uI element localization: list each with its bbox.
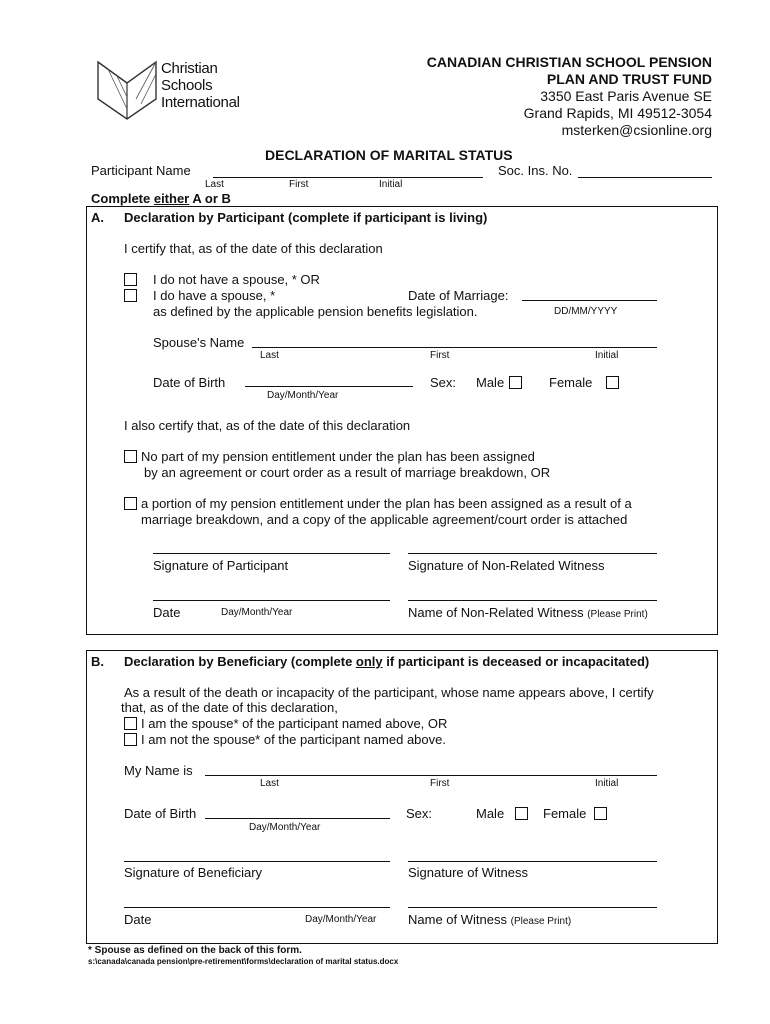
participant-sub-initial: Initial [379,179,403,190]
nonrelated-witness-name-field[interactable] [408,600,657,601]
section-a-letter: A. [91,210,104,225]
witness-name-field[interactable] [408,907,657,908]
complete-instruction [91,191,231,206]
logo-line2: Schools [161,77,213,94]
not-spouse-label: I am not the spouse* of the participant named above. [141,732,446,747]
footnote: * Spouse as defined on the back of this form. [88,945,302,956]
spouse-male-label: Male [476,375,505,390]
beneficiary-sub-initial: Initial [595,778,619,789]
spouse-male-checkbox[interactable] [509,376,522,389]
section-a-date-label: Date [153,605,181,620]
contact-email: msterken@csionline.org [561,122,712,138]
section-b-heading [124,654,649,669]
beneficiary-sub-last: Last [260,778,279,789]
section-b-heading-only: only [355,654,383,669]
section-b-date-format: Day/Month/Year [305,914,377,925]
org-name-line1: CANADIAN CHRISTIAN SCHOOL PENSION [426,54,712,70]
section-b-letter: B. [91,654,104,669]
section-b-text-line2: that, as of the date of this declaration, [121,700,338,715]
org-name-line2: PLAN AND TRUST FUND [546,71,712,87]
not-spouse-checkbox[interactable] [124,733,137,746]
witness-name-label [408,912,571,927]
section-b-text-line1: As a result of the death or incapacity of the participant, whose name appears above, I certify [124,685,654,700]
section-a-certify2: I also certify that, as of the date of this declaration [124,418,411,433]
beneficiary-dob-label: Date of Birth [124,806,197,821]
witness-signature-field[interactable] [408,861,657,862]
spouse-name-label: Spouse's Name [153,335,245,350]
nonrelated-witness-name-label [408,605,648,620]
beneficiary-sex-label: Sex: [406,806,433,821]
is-spouse-label: I am the spouse* of the participant named above, OR [141,716,448,731]
partial-assignment-line1: a portion of my pension entitlement under the plan has been assigned as a result of a [141,496,632,511]
spouse-dob-field[interactable] [245,386,413,387]
section-a-date-format: Day/Month/Year [221,607,293,618]
logo-line3: International [161,94,240,111]
spouse-dob-format: Day/Month/Year [267,390,339,401]
spouse-sex-label: Sex: [430,375,457,390]
marriage-date-format: DD/MM/YYYY [554,306,618,317]
section-b-date-label: Date [124,912,152,927]
complete-either: either [153,191,190,206]
spouse-sub-initial: Initial [595,350,619,361]
participant-name-label: Participant Name [91,163,191,178]
section-a-heading: Declaration by Participant (complete if participant is living) [124,210,488,225]
participant-sub-first: First [289,179,309,190]
beneficiary-dob-format: Day/Month/Year [249,822,321,833]
section-b-heading-pre: Declaration by Beneficiary (complete [124,654,356,669]
my-name-label: My Name is [124,763,193,778]
as-defined-text: as defined by the applicable pension benefits legislation. [153,304,478,319]
logo-line1: Christian [161,60,218,77]
nonrelated-witness-signature-label: Signature of Non-Related Witness [408,558,605,573]
no-assignment-line1: No part of my pension entitlement under the plan has been assigned [141,449,535,464]
beneficiary-name-field[interactable] [205,775,657,776]
participant-sub-last: Last [205,179,224,190]
beneficiary-female-label: Female [543,806,587,821]
address-line2: Grand Rapids, MI 49512-3054 [523,105,712,121]
beneficiary-dob-field[interactable] [205,818,390,819]
have-spouse-checkbox[interactable] [124,289,137,302]
csi-logo-mark [96,59,158,121]
spouse-sub-first: First [430,350,450,361]
date-of-marriage-label: Date of Marriage: [408,288,509,303]
file-path: s:\canada\canada pension\pre-retirement\forms\declaration of marital status.docx [88,957,399,966]
no-assignment-checkbox[interactable] [124,450,137,463]
nonrelated-witness-signature-field[interactable] [408,553,657,554]
participant-signature-label: Signature of Participant [153,558,289,573]
spouse-female-checkbox[interactable] [606,376,619,389]
witness-name-text: Name of Witness [408,912,507,927]
no-spouse-checkbox[interactable] [124,273,137,286]
no-assignment-line2: by an agreement or court order as a result of marriage breakdown, OR [144,465,551,480]
address-line1: 3350 East Paris Avenue SE [540,88,712,104]
partial-assignment-checkbox[interactable] [124,497,137,510]
beneficiary-male-checkbox[interactable] [515,807,528,820]
have-spouse-label: I do have a spouse, * [153,288,276,303]
form-title: DECLARATION OF MARITAL STATUS [265,147,513,163]
participant-signature-field[interactable] [153,553,390,554]
nonrelated-witness-name-text: Name of Non-Related Witness [408,605,584,620]
please-print-note-b: (Please Print) [510,916,572,927]
section-a-date-field[interactable] [153,600,390,601]
spouse-dob-label: Date of Birth [153,375,226,390]
complete-prefix: Complete [91,191,154,206]
date-of-marriage-field[interactable] [522,300,657,301]
please-print-note-a: (Please Print) [587,609,648,620]
witness-signature-label: Signature of Witness [408,865,528,880]
section-b-date-field[interactable] [124,907,390,908]
is-spouse-checkbox[interactable] [124,717,137,730]
no-spouse-label: I do not have a spouse, * OR [153,272,320,287]
partial-assignment-line2: marriage breakdown, and a copy of the applicable agreement/court order is attached [141,512,628,527]
beneficiary-sub-first: First [430,778,450,789]
spouse-sub-last: Last [260,350,279,361]
section-a-certify1: I certify that, as of the date of this declaration [124,241,383,256]
beneficiary-signature-label: Signature of Beneficiary [124,865,263,880]
beneficiary-female-checkbox[interactable] [594,807,607,820]
beneficiary-male-label: Male [476,806,505,821]
sin-label: Soc. Ins. No. [498,163,573,178]
spouse-name-field[interactable] [252,347,657,348]
sin-field[interactable] [578,177,712,178]
beneficiary-signature-field[interactable] [124,861,390,862]
participant-name-field[interactable] [213,177,483,178]
section-b-heading-post: if participant is deceased or incapacitated) [382,654,650,669]
complete-suffix: A or B [189,191,231,206]
spouse-female-label: Female [549,375,593,390]
